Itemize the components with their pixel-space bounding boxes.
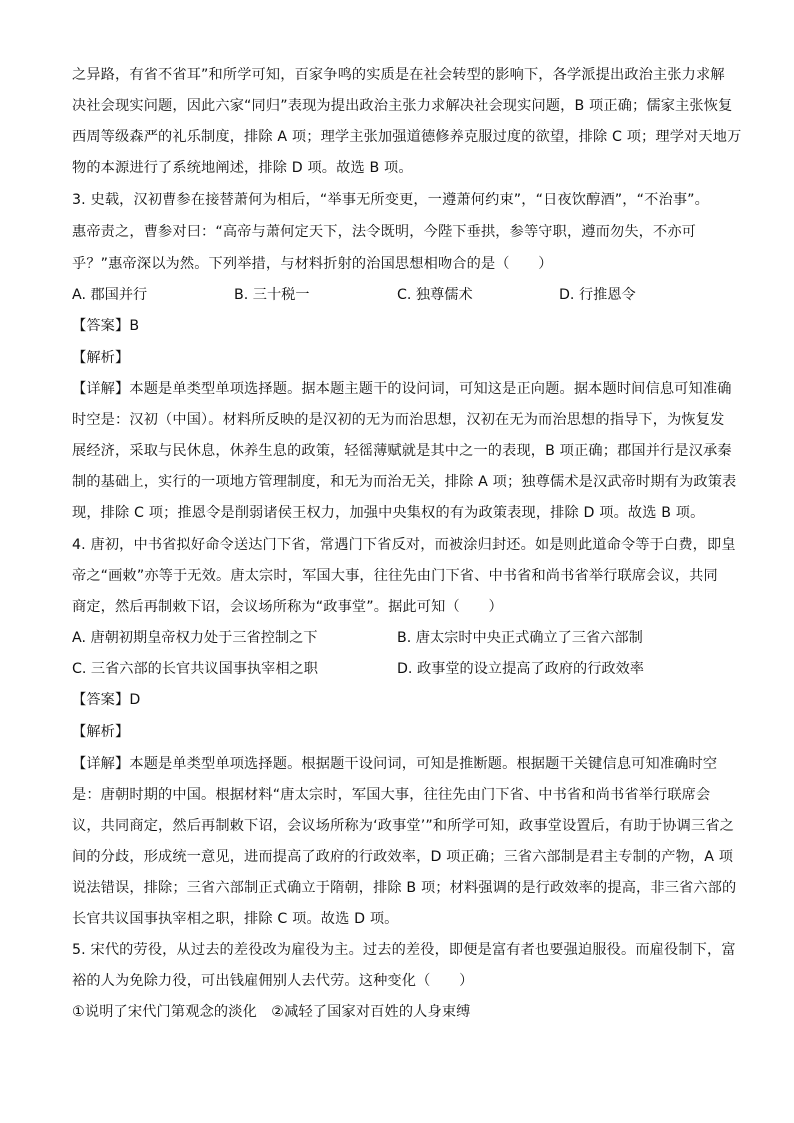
- detail-text: 议，共同商定，然后再制敕下诏，会议场所称为‘政事堂’”和所学可知，政事堂设置后，有助于协调三省之: [72, 818, 735, 834]
- option-b: B. 三十税一: [234, 287, 310, 303]
- question-5-statements: ①说明了宋代门第观念的淡化 ②减轻了国家对百姓的人身束缚: [72, 1004, 471, 1020]
- question-4-stem: 4. 唐初，中书省拟好命令送达门下省，常遇门下省反对，而被涂归封还。如是则此道命令等于白费，即皇: [72, 537, 736, 553]
- question-3-stem: 3. 史载，汉初曹参在接替萧何为相后，“举事无所变更，一遵萧何约束”，“日夜饮醇酒”，“不治事”。: [72, 192, 709, 208]
- option-a: A. 唐朝初期皇帝权力处于三省控制之下: [72, 630, 318, 646]
- detail-text: 长官共议国事执宰相之职，排除 C 项。故选 D 项。: [72, 911, 399, 927]
- text-line: 物的本源进行了系统地阐述，排除 D 项。故选 B 项。: [72, 160, 413, 176]
- detail-text: 时空是：汉初（中国）。材料所反映的是汉初的无为而治思想，汉初在无为而治思想的指导下，为恢复发: [72, 412, 725, 428]
- text-line: 决社会现实问题，因此六家“同归”表现为提出政治主张力求解决社会现实问题，B 项正确；儒家主张恢复: [72, 98, 733, 114]
- option-a: A. 郡国并行: [72, 287, 148, 303]
- detail-text: 【详解】本题是单类型单项选择题。据本题主题干的设问词，可知这是正向题。据本题时间信息可知准确: [72, 381, 732, 397]
- text-line: 之异路，有省不省耳”和所学可知，百家争鸣的实质是在社会转型的影响下，各学派提出政治主张力求解: [72, 67, 725, 83]
- question-3-stem: 乎？”惠帝深以为然。下列举措，与材料折射的治国思想相吻合的是（ ）: [72, 256, 553, 272]
- option-d: D. 政事堂的设立提高了政府的行政效率: [397, 661, 644, 677]
- question-5-stem: 裕的人为免除力役，可出钱雇佣别人去代劳。这种变化（ ）: [72, 973, 474, 989]
- analysis-label: 【解析】: [72, 350, 130, 366]
- answer-label: 【答案】D: [72, 692, 141, 708]
- detail-text: 展经济，采取与民休息，休养生息的政策，轻徭薄赋就是其中之一的表现，B 项正确；郡国并行是汉承秦: [72, 443, 732, 459]
- option-c: C. 独尊儒术: [397, 287, 473, 303]
- question-5-stem: 5. 宋代的劳役，从过去的差役改为雇役为主。过去的差役，即便是富有者也要强迫服役。而雇役制下，富: [72, 942, 736, 958]
- analysis-label: 【解析】: [72, 724, 130, 740]
- detail-text: 制的基础上，实行的一项地方管理制度，和无为而治无关，排除 A 项；独尊儒术是汉武帝时期有为政策表: [72, 474, 737, 490]
- question-4-stem: 商定，然后再制敕下诏，会议场所称为“政事堂”。据此可知（ ）: [72, 599, 503, 615]
- option-b: B. 唐太宗时中央正式确立了三省六部制: [397, 630, 643, 646]
- option-d: D. 行推恩令: [559, 287, 636, 303]
- option-c: C. 三省六部的长官共议国事执宰相之职: [72, 661, 318, 677]
- answer-label: 【答案】B: [72, 318, 140, 334]
- detail-text: 【详解】本题是单类型单项选择题。根据题干设问词，可知是推断题。根据题干关键信息可知准确时空: [72, 756, 718, 772]
- text-line: 西周等级森严的礼乐制度，排除 A 项；理学主张加强道德修养克服过度的欲望，排除 C 项；理学对天地万: [72, 129, 742, 145]
- question-3-stem: 惠帝责之，曹参对曰：“高帝与萧何定天下，法令既明，今陛下垂拱，参等守职，遵而勿失，不亦可: [72, 224, 697, 240]
- question-4-stem: 帝之“画敕”亦等于无效。唐太宗时，军国大事，往往先由门下省、中书省和尚书省举行联席会议，共同: [72, 568, 718, 584]
- detail-text: 间的分歧，形成统一意见，进而提高了政府的行政效率，D 项正确；三省六部制是君主专制的产物，A 项: [72, 849, 734, 865]
- detail-text: 说法错误，排除；三省六部制正式确立于隋朝，排除 B 项；材料强调的是行政效率的提高，非三省六部的: [72, 880, 737, 896]
- detail-text: 是：唐朝时期的中国。根据材料“唐太宗时，军国大事，往往先由门下省、中书省和尚书省举行联席会: [72, 787, 711, 803]
- detail-text: 现，排除 C 项；推恩令是削弱诸侯王权力，加强中央集权的有为政策表现，排除 D 项。故选 B 项。: [72, 505, 705, 521]
